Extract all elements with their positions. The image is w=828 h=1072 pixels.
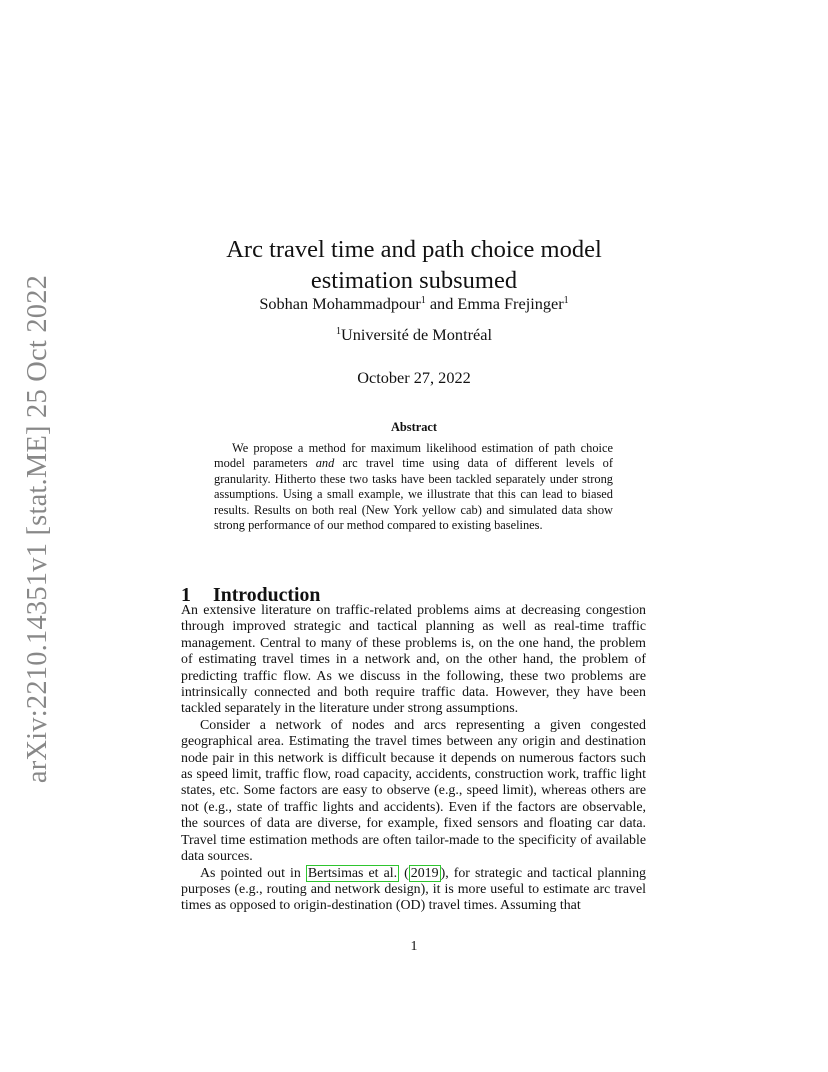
citation-paren: ) bbox=[440, 865, 446, 881]
arxiv-identifier-text: arXiv:2210.14351v1 [stat.ME] 25 Oct 2022 bbox=[22, 274, 53, 784]
author-name: Emma Frejinger bbox=[457, 294, 564, 313]
introduction-body bbox=[181, 603, 646, 915]
affiliation bbox=[0, 325, 828, 345]
citation-year-link[interactable]: 2019 bbox=[410, 865, 439, 881]
title-line-1: Arc travel time and path choice model bbox=[226, 236, 602, 264]
paragraph: Consider a network of nodes and arcs representing a given congested geographical area. Estimating the travel times between any origin and destination node pair in this network is difficult because it depends on numerous factors such as speed limit, traffic flow, road capacity, accidents, construction work, traffic light states, etc. Some factors are easy to observe (e.g., speed limit), whereas others are not (e.g., state of traffic lights and accidents). Even if the factors are observable, the sources of data are diverse, for example, fixed sensors and floating car data. Travel time estimation methods are often tailor-made to the specificity of available data sources. bbox=[181, 717, 646, 865]
author-separator: and bbox=[425, 294, 458, 313]
abstract-body bbox=[214, 441, 613, 533]
affiliation-marker: 1 bbox=[335, 326, 341, 337]
title-line-2: estimation subsumed bbox=[310, 267, 518, 295]
affiliation-marker: 1 bbox=[420, 295, 426, 306]
citation-paren: ( bbox=[399, 865, 409, 881]
paper-date: October 27, 2022 bbox=[357, 368, 471, 387]
section-number: 1 bbox=[181, 584, 191, 607]
page-number: 1 bbox=[410, 939, 418, 954]
section-title: Introduction bbox=[213, 584, 321, 607]
author-list bbox=[0, 294, 828, 314]
affiliation-name: Université de Montréal bbox=[340, 325, 492, 344]
abstract-text: arc travel time using data of different levels of granularity. Hitherto these two tasks have been tackled separately under strong assumptions. Using a small example, we illustrate that this can lead to biased results. Results on both real (New York yellow cab) and simulated data show strong performance of our method compared to existing baselines. bbox=[214, 456, 613, 533]
paragraph-text: , for strategic and tactical planning purposes (e.g., routing and network design), it is more useful to estimate arc travel times as opposed to origin-destination (OD) travel times. Assuming that bbox=[181, 865, 646, 914]
paragraph bbox=[181, 866, 646, 915]
author-name: Sobhan Mohammadpour bbox=[259, 294, 421, 313]
citation-link[interactable]: Bertsimas et al. bbox=[307, 865, 398, 881]
abstract-heading: Abstract bbox=[390, 420, 438, 434]
affiliation-marker: 1 bbox=[563, 295, 569, 306]
paragraph-text: As pointed out in bbox=[200, 865, 306, 881]
arxiv-identifier-stamp bbox=[18, 274, 58, 784]
abstract-text: We propose a method for maximum likelihood estimation of path choice model parameters bbox=[214, 441, 613, 471]
paper-title bbox=[0, 234, 828, 296]
paragraph: An extensive literature on traffic-related problems aims at decreasing congestion through improved strategic and tactical planning as well as real-time traffic management. Central to many of these problems is, on the one hand, the problem of estimating travel times in a network and, on the other hand, the problem of predicting traffic flow. As we discuss in the following, these two problems are intrinsically connected and both require traffic data. However, they have been tackled separately in the literature under strong assumptions. bbox=[181, 603, 646, 717]
abstract-emphasis: and bbox=[315, 456, 335, 471]
